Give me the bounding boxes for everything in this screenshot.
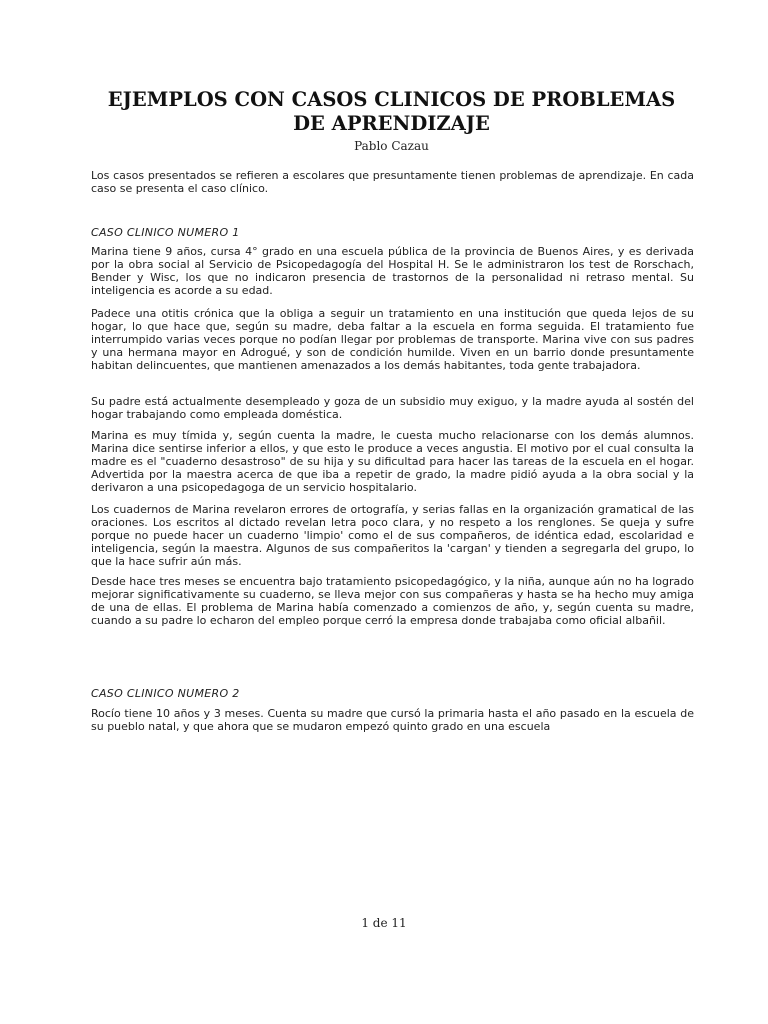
case-1-heading: CASO CLINICO NUMERO 1: [91, 226, 240, 239]
case-1-paragraph-5: Los cuadernos de Marina revelaron errores de ortografía, y serias fallas en la organización gramatical de las oraciones. Los escritos al dictado revelan letra poco clara, y no respeto a los renglones. Se queja y sufre porque no puede hacer un cuaderno 'limpio' como el de sus compañeros, de idéntica edad, escolaridad e inteligencia, según la maestra. Algunos de sus compañeritos la 'cargan' y tienden a segregarla del grupo, lo que la hace sufrir aún más.: [91, 503, 694, 568]
case-2-paragraph-1: Rocío tiene 10 años y 3 meses. Cuenta su madre que cursó la primaria hasta el año pasado en la escuela de su pueblo natal, y que ahora que se mudaron empezó quinto grado en una escuela: [91, 707, 694, 733]
document-title: EJEMPLOS CON CASOS CLINICOS DE PROBLEMAS DE APRENDIZAJE: [107, 88, 676, 135]
document-author: Pablo Cazau: [354, 139, 429, 153]
case-1-paragraph-2: Padece una otitis crónica que la obliga a seguir un tratamiento en una institución que queda lejos de su hogar, lo que hace que, según su madre, deba faltar a la escuela en forma seguida. El tratamiento fue interrumpido varias veces porque no podían llegar por problemas de transporte. Marina vive con sus padres y una hermana mayor en Adrogué, y son de condición humilde. Viven en un barrio donde presuntamente habitan delincuentes, que mantienen amenazados a los demás habitantes, toda gente trabajadora.: [91, 307, 694, 372]
case-1-paragraph-4: Marina es muy tímida y, según cuenta la madre, le cuesta mucho relacionarse con los demás alumnos. Marina dice sentirse inferior a ellos, y que esto le produce a veces angustia. El motivo por el cual consulta la madre es el "cuaderno desastroso" de su hija y su dificultad para hacer las tareas de la escuela en el hogar. Advertida por la maestra acerca de que iba a repetir de grado, la madre pidió ayuda a la obra social y la derivaron a una psicopedagoga de un servicio hospitalario.: [91, 429, 694, 494]
case-1-paragraph-3: Su padre está actualmente desempleado y goza de un subsidio muy exiguo, y la madre ayuda al sostén del hogar trabajando como empleada doméstica.: [91, 395, 694, 421]
case-2-heading: CASO CLINICO NUMERO 2: [91, 687, 240, 700]
case-1-paragraph-6: Desde hace tres meses se encuentra bajo tratamiento psicopedagógico, y la niña, aunque aún no ha logrado mejorar significativamente su cuaderno, se lleva mejor con sus compañeras y hasta se ha hecho muy amiga de una de ellas. El problema de Marina había comenzado a comienzos de año, y, según cuenta su madre, cuando a su padre lo echaron del empleo porque cerró la empresa donde trabajaba como oficial albañil.: [91, 575, 694, 627]
page-number: 1 de 11: [361, 916, 407, 930]
case-1-paragraph-1: Marina tiene 9 años, cursa 4° grado en una escuela pública de la provincia de Buenos Aires, y es derivada por la obra social al Servicio de Psicopedagogía del Hospital H. Se le administraron los test de Rorschach, Bender y Wisc, los que no indicaron presencia de trastornos de la personalidad ni retraso mental. Su inteligencia es acorde a su edad.: [91, 245, 694, 297]
intro-paragraph: Los casos presentados se refieren a escolares que presuntamente tienen problemas de aprendizaje. En cada caso se presenta el caso clínico.: [91, 169, 694, 195]
